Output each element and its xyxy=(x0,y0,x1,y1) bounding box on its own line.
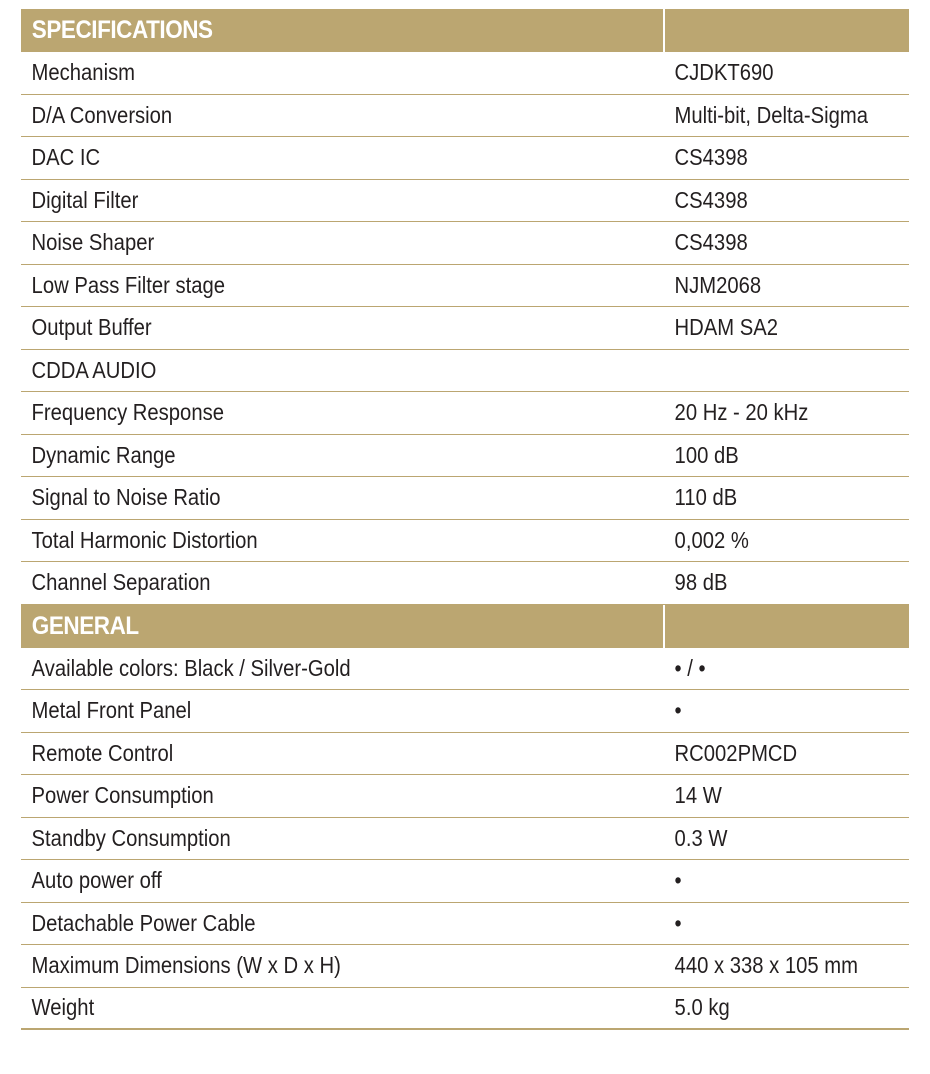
row-value: CS4398 xyxy=(674,186,748,213)
table-row xyxy=(21,733,909,776)
table-row xyxy=(21,307,909,350)
table-row xyxy=(21,95,909,138)
row-label: Total Harmonic Distortion xyxy=(31,526,258,553)
row-label: Detachable Power Cable xyxy=(31,909,256,936)
row-label: Standby Consumption xyxy=(31,824,231,851)
table-row xyxy=(21,648,909,691)
row-label: Dynamic Range xyxy=(31,441,176,468)
table-row xyxy=(21,775,909,818)
spec-table xyxy=(21,9,909,1030)
header-divider xyxy=(663,605,665,648)
section-header-specifications xyxy=(21,9,909,52)
row-value: CS4398 xyxy=(674,229,748,256)
table-row xyxy=(21,137,909,180)
table-row xyxy=(21,435,909,478)
table-row xyxy=(21,690,909,733)
table-row xyxy=(21,350,909,393)
header-divider xyxy=(663,9,665,52)
row-value: 5.0 kg xyxy=(674,994,730,1021)
row-label: Mechanism xyxy=(31,59,136,86)
row-value: 0.3 W xyxy=(674,824,728,851)
table-row xyxy=(21,52,909,95)
table-row xyxy=(21,520,909,563)
row-label: Remote Control xyxy=(31,739,174,766)
row-label: Channel Separation xyxy=(31,569,211,596)
row-value: Multi-bit, Delta-Sigma xyxy=(674,101,869,128)
row-label: Output Buffer xyxy=(31,314,152,341)
row-label: DAC IC xyxy=(31,144,101,171)
row-value: 440 x 338 x 105 mm xyxy=(674,952,858,979)
section-header-general xyxy=(21,605,909,648)
row-value: • xyxy=(674,697,682,724)
row-label: Power Consumption xyxy=(31,782,214,809)
table-row xyxy=(21,860,909,903)
table-row xyxy=(21,180,909,223)
row-value: 98 dB xyxy=(674,569,728,596)
row-label: Available colors: Black / Silver-Gold xyxy=(31,654,351,681)
table-row xyxy=(21,818,909,861)
row-label: Auto power off xyxy=(31,867,162,894)
row-value: 100 dB xyxy=(674,441,739,468)
row-value: • xyxy=(674,909,682,936)
table-row xyxy=(21,392,909,435)
row-label: Digital Filter xyxy=(31,186,139,213)
section-title: GENERAL xyxy=(31,611,139,640)
row-value: NJM2068 xyxy=(674,271,762,298)
table-row xyxy=(21,222,909,265)
row-value: 20 Hz - 20 kHz xyxy=(674,399,809,426)
row-label: CDDA AUDIO xyxy=(31,356,157,383)
row-label: D/A Conversion xyxy=(31,101,173,128)
row-label: Metal Front Panel xyxy=(31,697,192,724)
row-value: CS4398 xyxy=(674,144,748,171)
row-label: Maximum Dimensions (W x D x H) xyxy=(31,952,341,979)
row-value: CJDKT690 xyxy=(674,59,774,86)
table-row xyxy=(21,903,909,946)
section-title: SPECIFICATIONS xyxy=(31,16,213,44)
row-value: RC002PMCD xyxy=(674,739,798,766)
table-row xyxy=(21,562,909,605)
row-label: Frequency Response xyxy=(31,399,224,426)
row-value: HDAM SA2 xyxy=(674,314,779,341)
row-label: Weight xyxy=(31,994,95,1021)
table-row xyxy=(21,477,909,520)
row-label: Noise Shaper xyxy=(31,229,155,256)
row-value: • / • xyxy=(674,654,706,681)
row-value: • xyxy=(674,867,682,894)
table-row xyxy=(21,945,909,988)
row-value: 14 W xyxy=(674,782,722,809)
table-row xyxy=(21,265,909,308)
table-row xyxy=(21,988,909,1031)
row-value: 110 dB xyxy=(674,484,738,511)
row-label: Low Pass Filter stage xyxy=(31,271,226,298)
row-value: 0,002 % xyxy=(674,526,749,553)
row-label: Signal to Noise Ratio xyxy=(31,484,221,511)
